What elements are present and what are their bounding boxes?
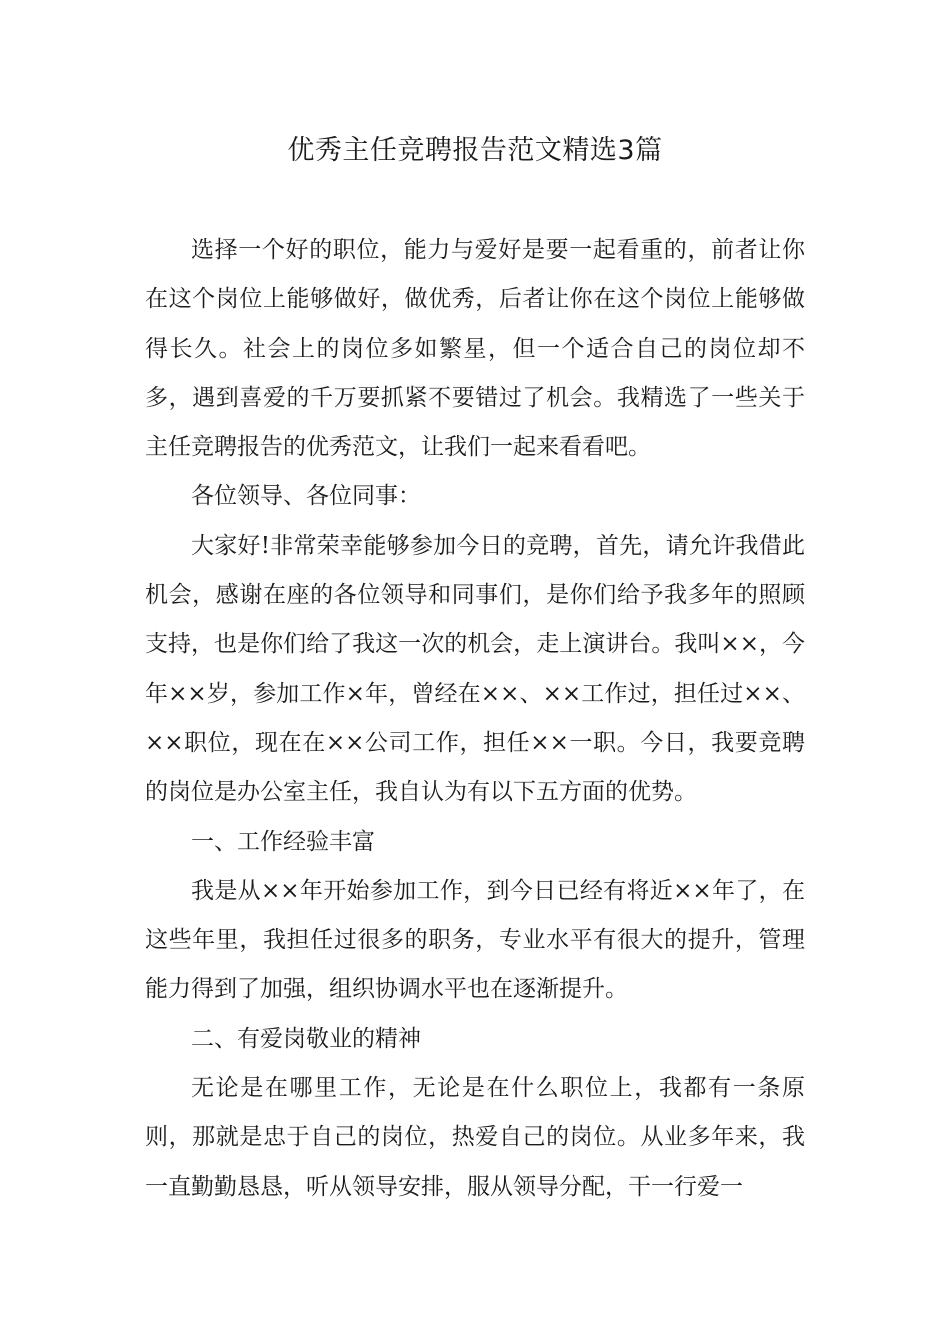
paragraph-intro: 选择一个好的职位，能力与爱好是要一起看重的，前者让你在这个岗位上能够做好，做优秀，后者让你在这个岗位上能够做得长久。社会上的岗位多如繁星，但一个适合自己的岗位却不多，遇到喜爱的千万要抓紧不要错过了机会。我精选了一些关于主任竞聘报告的优秀范文，让我们一起来看看吧。 xyxy=(145,237,805,461)
document-title: 优秀主任竞聘报告范文精选3篇 xyxy=(287,135,663,166)
paragraph-opening: 大家好!非常荣幸能够参加今日的竞聘，首先，请允许我借此机会，感谢在座的各位领导和同事们，是你们给予我多年的照顾支持，也是你们给了我这一次的机会，走上演讲台。我叫××，今年××岁，参加工作×年，曾经在××、××工作过，担任过××、××职位，现在在××公司工作，担任××一职。今日，我要竞聘的岗位是办公室主任，我自认为有以下五方面的优势。 xyxy=(145,532,805,806)
paragraph-salutation: 各位领导、各位同事： xyxy=(191,483,421,510)
paragraph-section-2: 无论是在哪里工作，无论是在什么职位上，我都有一条原则，那就是忠于自己的岗位，热爱自己的岗位。从业多年来，我一直勤勤恳恳，听从领导安排，服从领导分配，干一行爱一 xyxy=(145,1075,805,1200)
paragraph-section-1: 我是从××年开始参加工作，到今日已经有将近××年了，在这些年里，我担任过很多的职务，专业水平有很大的提升，管理能力得到了加强，组织协调水平也在逐渐提升。 xyxy=(145,877,805,1003)
section-heading-2: 二、有爱岗敬业的精神 xyxy=(191,1025,421,1052)
document-body xyxy=(145,226,805,1212)
section-heading-1: 一、工作经验丰富 xyxy=(191,828,375,855)
